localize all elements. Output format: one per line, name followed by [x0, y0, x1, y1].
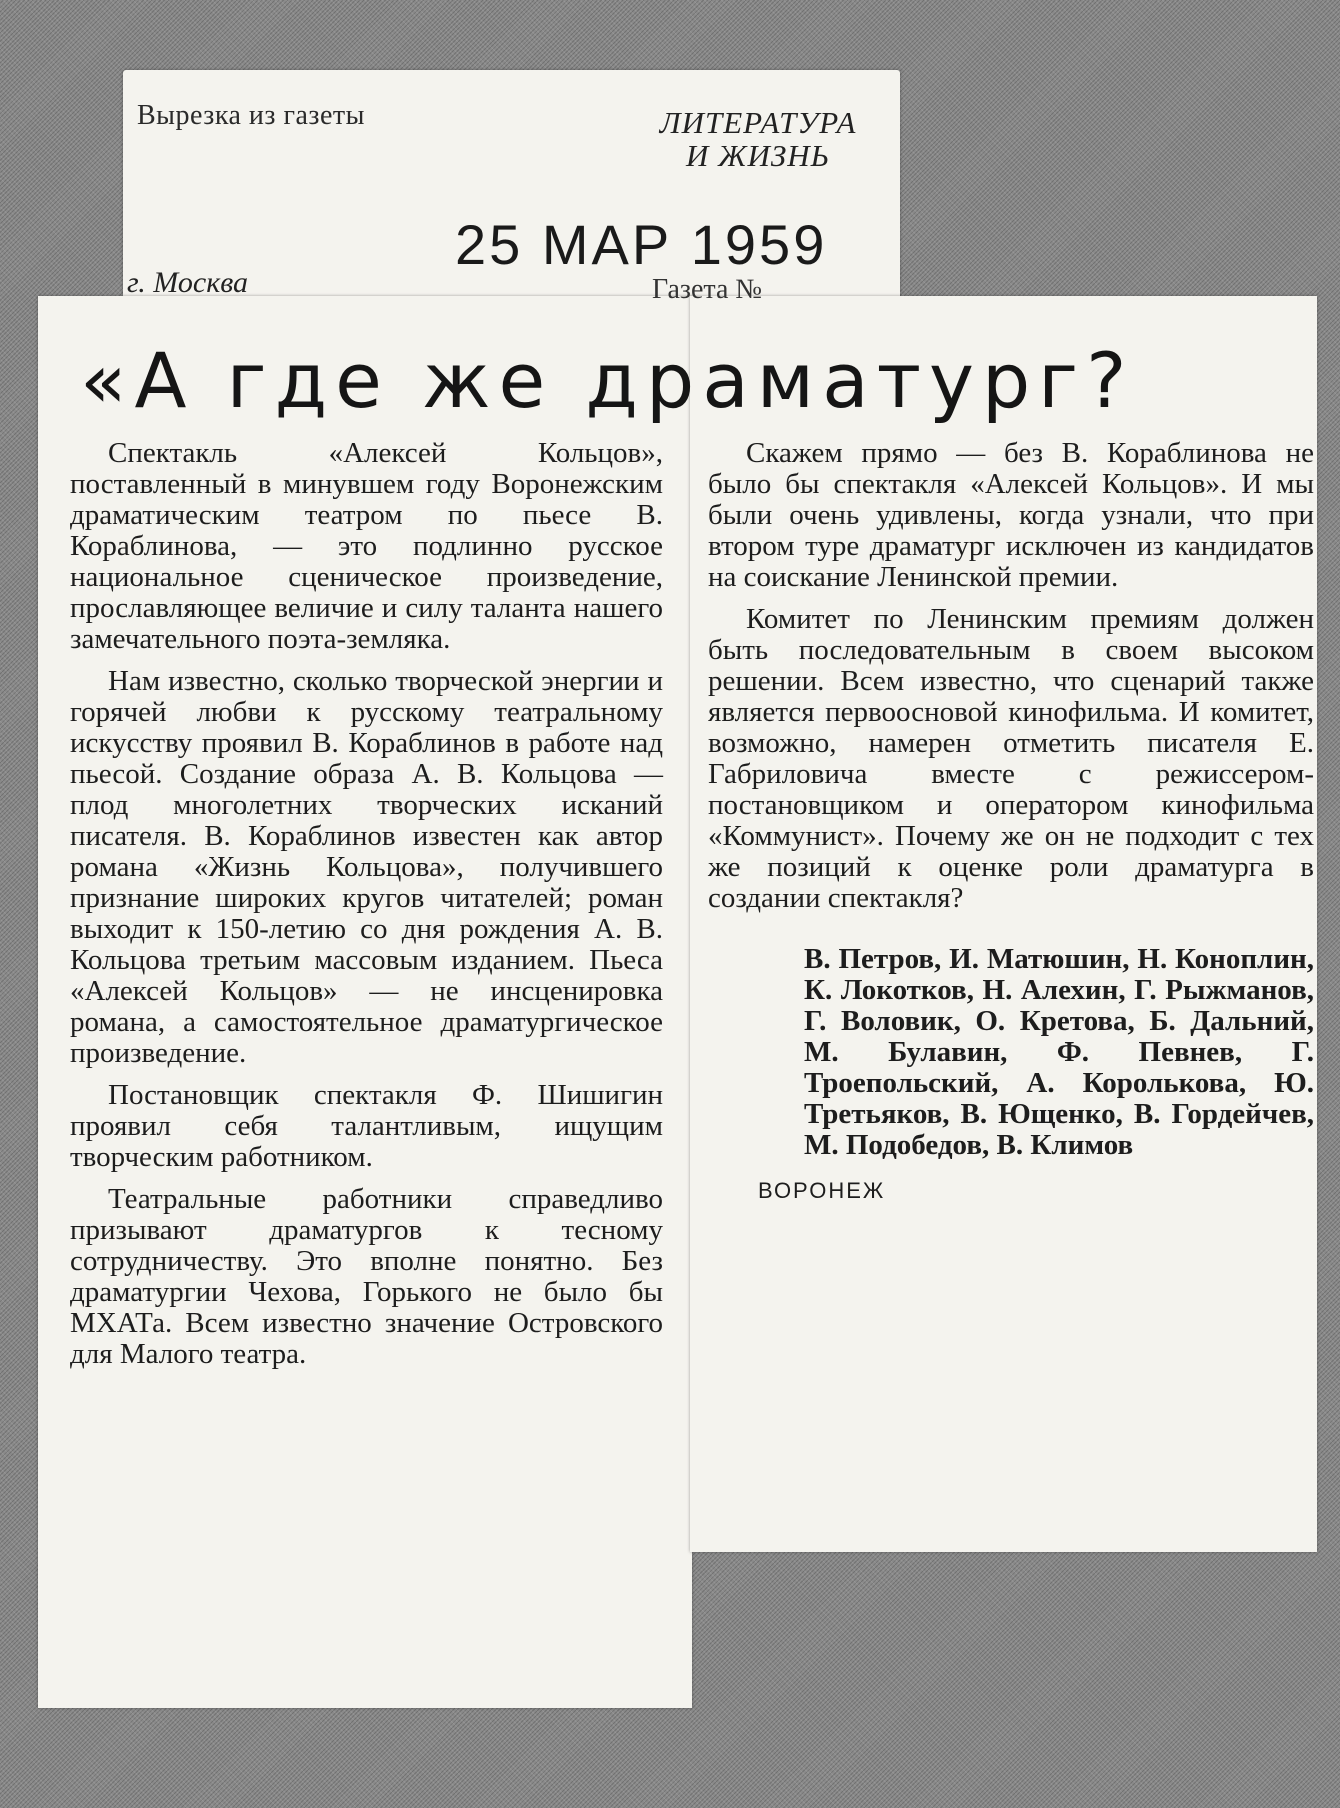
article-column-left [70, 438, 663, 1381]
date-stamp: 25 МАР 1959 [455, 213, 828, 276]
newspaper-name-line1: ЛИТЕРАТУРА [659, 105, 857, 140]
clipping-label: Вырезка из газеты [137, 100, 365, 131]
paragraph: Театральные работники справедливо призывают драматургов к тесному сотрудничеству. Это вполне понятно. Без драматургии Чехова, Горького не было бы МХАТа. Всем известно значение Островского для Малого театра. [70, 1183, 663, 1370]
issue-number-label: Газета № [652, 274, 763, 305]
article-title: «А где же драматург? [80, 336, 1135, 425]
newspaper-name-line2: И ЖИЗНЬ [686, 138, 830, 173]
paragraph: Скажем прямо — без В. Кораблинова не было бы спектакля «Алексей Кольцов». И мы были очень удивлены, когда узнали, что при втором туре драматург исключен из кандидатов на соискание Ленинской премии. [708, 437, 1314, 593]
article-column-right [708, 438, 1314, 1206]
clipping-city: г. Москва [127, 266, 249, 299]
paragraph: Комитет по Ленинским премиям должен быть последовательным в своем высоком решении. Всем известно, что сценарий также является первоосновой кинофильма. И комитет, возможно, намерен отметить писателя Е. Габриловича вместе с режиссером-постановщиком и оператором кинофильма «Коммунист». Почему же он не подходит с тех же позиций к оценке роли драматурга в создании спектакля? [708, 603, 1314, 914]
newspaper-name [633, 106, 883, 172]
signatures: В. Петров, И. Матюшин, Н. Коноплин, К. Локотков, Н. Алехин, Г. Рыжманов, Г. Воловик, О. Кретова, Б. Дальний, М. Булавин, Ф. Певнев, Г. Троепольский, А. Королькова, Ю. Третьяков, В. Ющенко, В. Гордейчев, М. Подобедов, В. Климов [804, 943, 1314, 1161]
paragraph: Нам известно, сколько творческой энергии и горячей любви к русскому театральному искусству проявил В. Кораблинов в работе над пьесой. Создание образа А. В. Кольцова — плод многолетних творческих исканий писателя. В. Кораблинов известен как автор романа «Жизнь Кольцова», получившего признание широких кругов читателей; роман выходит к 150-летию со дня рождения А. В. Кольцова третьим массовым изданием. Пьеса «Алексей Кольцов» — не инсценировка романа, а самостоятельное драматургическое произведение. [70, 665, 663, 1069]
paragraph: Постановщик спектакля Ф. Шишигин проявил себя талантливым, ищущим творческим работником. [70, 1079, 663, 1173]
city-tag: ВОРОНЕЖ [758, 1178, 886, 1203]
paragraph: Спектакль «Алексей Кольцов», поставленный в минувшем году Воронежским драматическим театром по пьесе В. Кораблинова, — это подлинно русское национальное сценическое произведение, прославляющее величие и силу таланта нашего замечательного поэта-земляка. [70, 437, 663, 655]
